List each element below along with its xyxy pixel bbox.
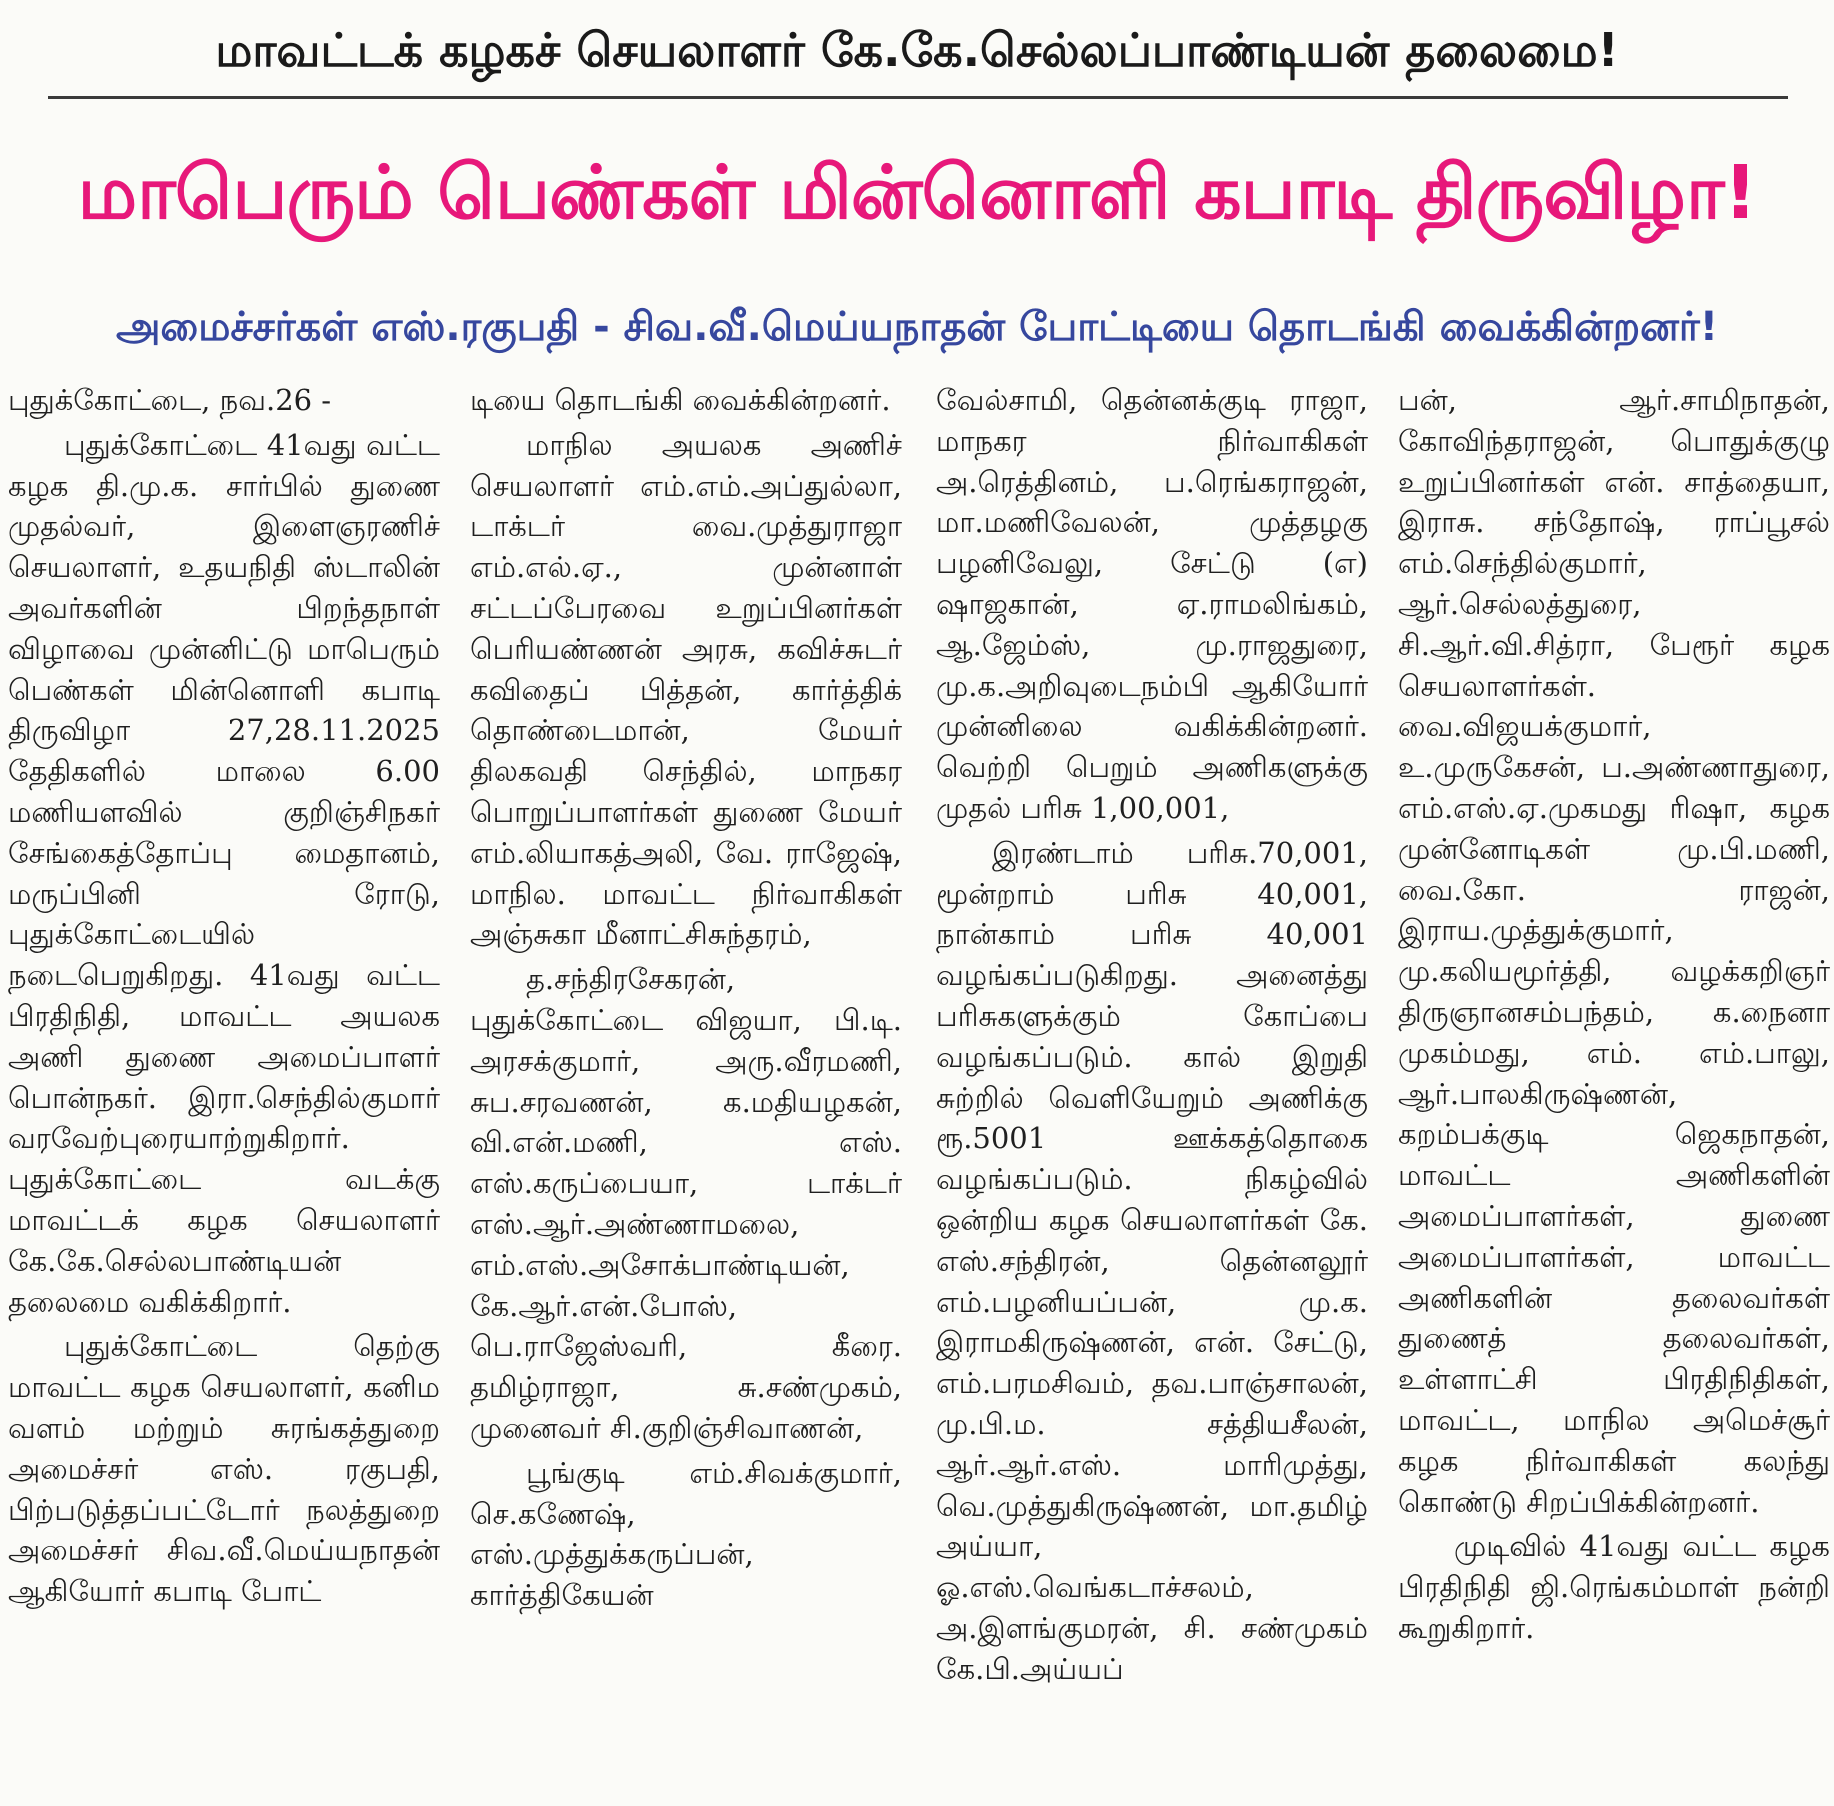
article-column-3 (936, 380, 1368, 1800)
article-paragraph: பன், ஆர்.சாமிநாதன், கோவிந்தராஜன், பொதுக்குழு உறுப்பினர்கள் என். சாத்தையா, இராசு. சந்தோஷ், ராப்பூசல் எம்.செந்தில்குமார், ஆர்.செல்லத்துரை, சி.ஆர்.வி.சித்ரா, பேரூர் கழக செயலாளர்கள். வை.விஜயக்குமார், உ.முருகேசன், ப.அண்ணாதுரை, எம்.எஸ்.ஏ.முகமது ரிஷா, கழக முன்னோடிகள் மு.பி.மணி, வை.கோ. ராஜன், இராய.முத்துக்குமார், மு.கலியமூர்த்தி, வழக்கறிஞர் திருஞானசம்பந்தம், க.நைனா முகம்மது, எம். எம்.பாலு, ஆர்.பாலகிருஷ்ணன், கறம்பக்குடி ஜெகநாதன், மாவட்ட அணிகளின் அமைப்பாளர்கள், துணை அமைப்பாளர்கள், மாவட்ட அணிகளின் தலைவர்கள் துணைத் தலைவர்கள், உள்ளாட்சி பிரதிநிதிகள், மாவட்ட, மாநில அமெச்சூர் கழக நிர்வாகிகள் கலந்து கொண்டு சிறப்பிக்கின்றனர். (1398, 383, 1830, 1519)
main-headline: மாபெரும் பெண்கள் மின்னொளி கபாடி திருவிழா! (77, 150, 1757, 236)
article-column-4 (1398, 380, 1830, 1800)
article-paragraph: புதுக்கோட்டை தெற்கு மாவட்ட கழக செயலாளர், கனிம வளம் மற்றும் சுரங்கத்துறை அமைச்சர் எஸ். ரகுபதி, பிற்படுத்தப்பட்டோர் நலத்துறை அமைச்சர் சிவ.வீ.மெய்யநாதன் ஆகியோர் கபாடி போட் (8, 1329, 440, 1609)
article-paragraph: முடிவில் 41வது வட்ட கழக பிரதிநிதி ஜி.ரெங்கம்மாள் நன்றி கூறுகிறார். (1398, 1529, 1830, 1645)
kicker-heading: மாவட்டக் கழகச் செயலாளர் கே.கே.செல்லப்பாண்டியன் தலைமை! (215, 23, 1619, 77)
divider-rule (48, 96, 1788, 99)
article-paragraph: புதுக்கோட்டை 41வது வட்ட கழக தி.மு.க. சார்பில் துணை முதல்வர், இளைஞரணிச் செயலாளர், உதயநிதி ஸ்டாலின் அவர்களின் பிறந்தநாள் விழாவை முன்னிட்டு மாபெரும் பெண்கள் மின்னொளி கபாடி திருவிழா 27,28.11.2025 தேதிகளில் மாலை 6.00 மணியளவில் குறிஞ்சிநகர் சேங்கைத்தோப்பு மைதானம், மருப்பினி ரோடு, புதுக்கோட்டையில் நடைபெறுகிறது. 41வது வட்ட பிரதிநிதி, மாவட்ட அயலக அணி துணை அமைப்பாளர் பொன்நகர். இரா.செந்தில்குமார் வரவேற்புரையாற்றுகிறார். புதுக்கோட்டை வடக்கு மாவட்டக் கழக செயலாளர் கே.கே.செல்லபாண்டியன் தலைமை வகிக்கிறார். (8, 427, 440, 1319)
article-paragraph: த.சந்திரசேகரன், புதுக்கோட்டை விஜயா, பி.டி. அரசக்குமார், அரு.வீரமணி, சுப.சரவணன், க.மதியழகன், வி.என்.மணி, எஸ். எஸ்.கருப்பையா, டாக்டர் எஸ்.ஆர்.அண்ணாமலை, எம்.எஸ்.அசோக்பாண்டியன், கே.ஆர்.என்.போஸ், பெ.ராஜேஸ்வரி, கீரை. தமிழ்ராஜா, சு.சண்முகம், முனைவர் சி.குறிஞ்சிவாணன், (470, 962, 902, 1445)
article-paragraph: பூங்குடி எம்.சிவக்குமார், செ.கணேஷ், எஸ்.முத்துக்கருப்பன், கார்த்திகேயன் (470, 1455, 902, 1613)
article-column-2 (470, 380, 902, 1800)
dateline: புதுக்கோட்டை, நவ.26 - (8, 383, 332, 417)
article-paragraph: டியை தொடங்கி வைக்கின்றனர். (470, 383, 891, 417)
article-column-1 (8, 380, 440, 1800)
article-paragraph: மாநில அயலக அணிச் செயலாளர் எம்.எம்.அப்துல்லா, டாக்டர் வை.முத்துராஜா எம்.எல்.ஏ., முன்னாள் சட்டப்பேரவை உறுப்பினர்கள் பெரியண்ணன் அரசு, கவிச்சுடர் கவிதைப் பித்தன், கார்த்திக் தொண்டைமான், மேயர் திலகவதி செந்தில், மாநகர பொறுப்பாளர்கள் துணை மேயர் எம்.லியாகத்அலி, வே. ராஜேஷ், மாநில. மாவட்ட நிர்வாகிகள் அஞ்சுகா மீனாட்சிசுந்தரம், (470, 427, 902, 952)
article-paragraph: வேல்சாமி, தென்னக்குடி ராஜா, மாநகர நிர்வாகிகள் அ.ரெத்தினம், ப.ரெங்கராஜன், மா.மணிவேலன், முத்தழகு பழனிவேலு, சேட்டு (எ) ஷாஜகான், ஏ.ராமலிங்கம், ஆ.ஜேம்ஸ், மு.ராஜதுரை, மு.க.அறிவுடைநம்பி ஆகியோர் முன்னிலை வகிக்கின்றனர். வெற்றி பெறும் அணிகளுக்கு முதல் பரிசு 1,00,001, (936, 383, 1368, 825)
article-body (0, 380, 1834, 1800)
sub-headline: அமைச்சர்கள் எஸ்.ரகுபதி - சிவ.வீ.மெய்யநாதன் போட்டியை தொடங்கி வைக்கின்றனர்! (115, 304, 1719, 350)
article-paragraph: இரண்டாம் பரிசு.70,001, மூன்றாம் பரிசு 40,001, நான்காம் பரிசு 40,001 வழங்கப்படுகிறது. அனைத்து பரிசுகளுக்கும் கோப்பை வழங்கப்படும். கால் இறுதி சுற்றில் வெளியேறும் அணிக்கு ரூ.5001 ஊக்கத்தொகை வழங்கப்படும். நிகழ்வில் ஒன்றிய கழக செயலாளர்கள் கே. எஸ்.சந்திரன், தென்னலூர் எம்.பழனியப்பன், மு.க. இராமகிருஷ்ணன், என். சேட்டு, எம்.பரமசிவம், தவ.பாஞ்சாலன், மு.பி.ம. சத்தியசீலன், ஆர்.ஆர்.எஸ். மாரிமுத்து, வெ.முத்துகிருஷ்ணன், மா.தமிழ் அய்யா, ஓ.எஸ்.வெங்கடாச்சலம், அ.இளங்குமரன், சி. சண்முகம் கே.பி.அய்யப் (936, 835, 1368, 1686)
